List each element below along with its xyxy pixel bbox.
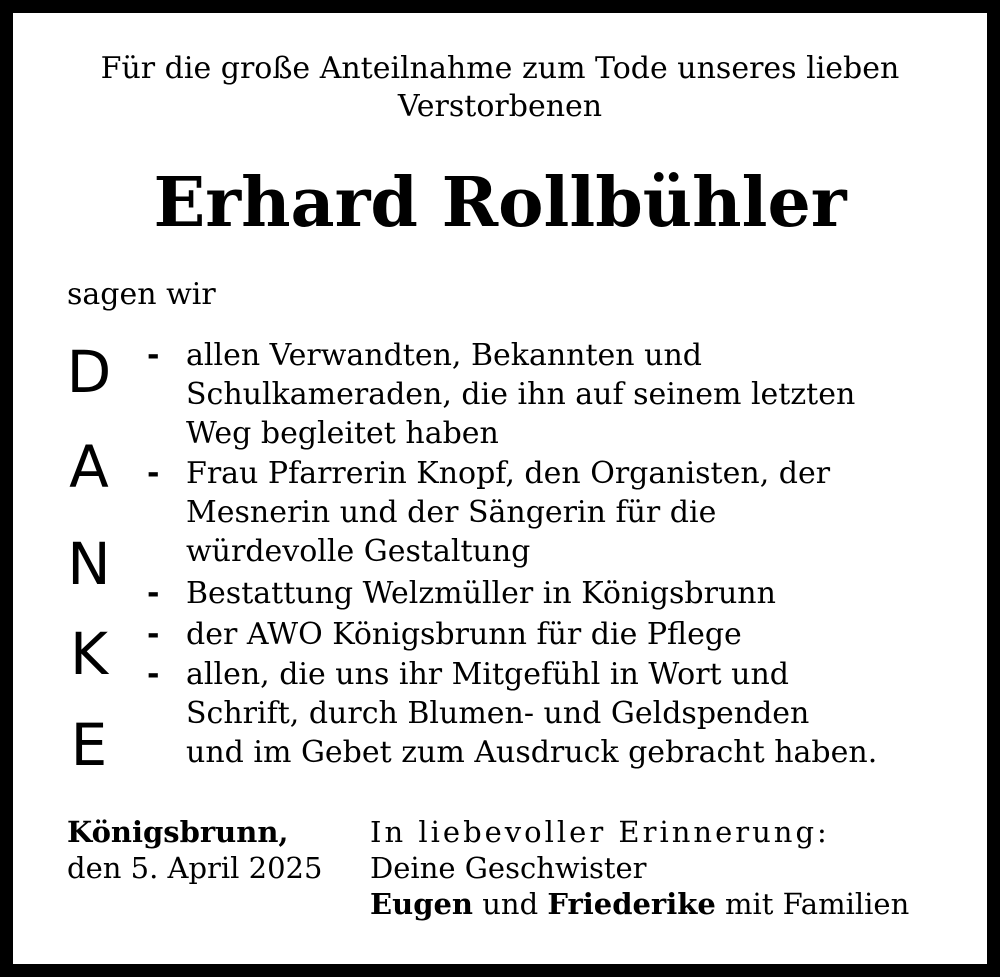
- footer-families: mit Familien: [715, 887, 910, 921]
- danke-letter: K: [69, 620, 109, 688]
- danke-letter: E: [70, 711, 108, 779]
- sagen-wir-text: sagen wir: [67, 277, 216, 312]
- bullet-dash: -: [147, 456, 160, 491]
- danke-letter: D: [66, 338, 112, 406]
- bullet-dash: -: [147, 617, 160, 652]
- intro-line: Für die große Anteilnahme zum Tode unseres lieben: [100, 51, 900, 86]
- intro-text: [20, 50, 980, 126]
- footer-name-friederike: Friederike: [547, 887, 716, 921]
- footer-name-eugen: Eugen: [370, 887, 474, 921]
- bullet-dash: -: [147, 657, 160, 692]
- danke-letter: N: [67, 530, 111, 598]
- bullet-dash: -: [147, 338, 160, 373]
- footer-signature: [370, 814, 909, 922]
- footer-place-date: [67, 814, 322, 886]
- footer-memory: In liebevoller Erinnerung:: [370, 815, 830, 849]
- footer-names: [370, 886, 909, 922]
- thanks-line: Bestattung Welzmüller in Königsbrunn: [186, 576, 776, 611]
- thanks-line: Schrift, durch Blumen- und Geldspenden: [186, 696, 810, 731]
- deceased-name: Erhard Rollbühler: [153, 163, 847, 243]
- footer-place: Königsbrunn,: [67, 815, 289, 849]
- thanks-line: Schulkameraden, die ihn auf seinem letzten: [186, 377, 856, 412]
- thanks-line: allen, die uns ihr Mitgefühl in Wort und: [186, 657, 789, 692]
- thanks-line: der AWO Königsbrunn für die Pflege: [186, 617, 742, 652]
- thanks-line: allen Verwandten, Bekannten und: [186, 338, 703, 373]
- thanks-line: würdevolle Gestaltung: [186, 534, 531, 569]
- footer-signed-by: Deine Geschwister: [370, 851, 647, 885]
- thanks-line: Frau Pfarrerin Knopf, den Organisten, der: [186, 456, 831, 491]
- intro-line: Verstorbenen: [397, 89, 603, 124]
- danke-letter: A: [69, 433, 109, 501]
- thanks-line: und im Gebet zum Ausdruck gebracht haben.: [186, 735, 878, 770]
- bullet-dash: -: [147, 576, 160, 611]
- footer-und: und: [473, 887, 548, 921]
- footer-date: den 5. April 2025: [67, 851, 323, 885]
- thanks-line: Mesnerin und der Sängerin für die: [186, 495, 717, 530]
- thanks-line: Weg begleitet haben: [186, 416, 499, 451]
